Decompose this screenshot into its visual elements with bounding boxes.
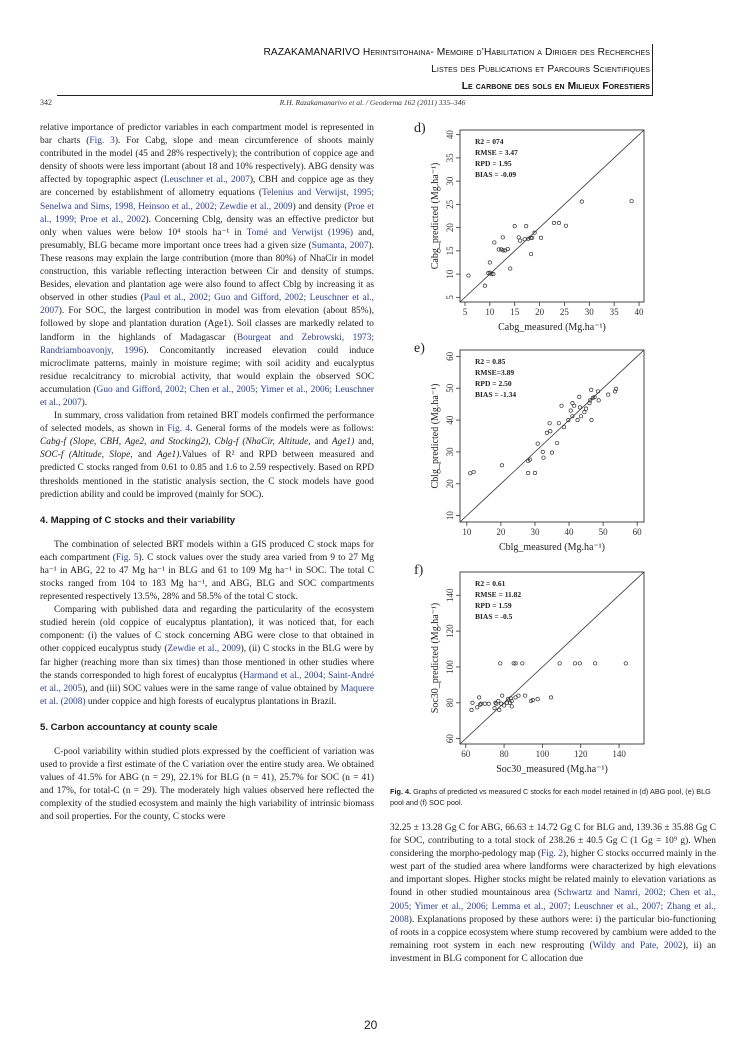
data-point bbox=[471, 701, 474, 704]
data-point bbox=[500, 694, 503, 697]
y-tick-label: 40 bbox=[445, 415, 455, 425]
x-tick-label: 60 bbox=[461, 749, 471, 759]
paragraph bbox=[390, 822, 716, 966]
text: ). For SOC, the largest contribution in model was from elevation (about 85%), followed by slope and plantation duration (Age1). Soil classes are markedly related to landform in the highlands of Madagascar ( bbox=[40, 306, 374, 343]
data-point bbox=[478, 703, 481, 706]
data-point bbox=[477, 696, 480, 699]
y-axis-label: Cblg_predicted (Mg.ha⁻¹) bbox=[430, 383, 441, 489]
reference-link[interactable]: Fig. 2 bbox=[541, 849, 563, 860]
data-point bbox=[502, 704, 505, 707]
thesis-header bbox=[263, 44, 650, 95]
stat-annotation: R2 = 0.85 bbox=[475, 357, 506, 366]
text: ). bbox=[81, 397, 88, 408]
data-point bbox=[500, 464, 503, 467]
scatter-plot-e bbox=[412, 338, 650, 556]
page-number: 20 bbox=[364, 1018, 378, 1032]
data-point bbox=[558, 662, 561, 665]
x-tick-label: 100 bbox=[535, 749, 550, 759]
y-tick-label: 25 bbox=[445, 199, 455, 209]
data-point bbox=[578, 662, 581, 665]
x-tick-label: 20 bbox=[496, 527, 506, 537]
reference-link[interactable]: Bourgeat and Zebrowski, 1973; Randriamboavonjy, 1996 bbox=[40, 332, 374, 356]
y-tick-label: 30 bbox=[445, 447, 455, 457]
stat-annotation: R2 = 074 bbox=[475, 137, 504, 146]
header-horizontal-rule bbox=[57, 95, 653, 96]
data-point bbox=[513, 225, 516, 228]
data-point bbox=[597, 399, 600, 402]
data-point bbox=[509, 267, 512, 270]
text: and, bbox=[354, 437, 374, 448]
reference-link[interactable]: Wildy and Pate, 2002 bbox=[592, 940, 683, 951]
figure-caption-text: Graphs of predicted vs measured C stocks for each model retained in (d) ABG pool, (e) BLG pool and (f) SOC pool. bbox=[390, 787, 711, 807]
stat-annotation: RPD = 1.59 bbox=[475, 601, 512, 610]
data-point bbox=[483, 702, 486, 705]
y-tick-label: 10 bbox=[445, 511, 455, 521]
data-point bbox=[469, 472, 472, 475]
header-vertical-rule bbox=[652, 44, 653, 96]
data-point bbox=[523, 694, 526, 697]
y-tick-label: 100 bbox=[445, 660, 455, 674]
x-tick-label: 40 bbox=[634, 307, 644, 317]
data-point bbox=[529, 252, 532, 255]
data-point bbox=[552, 221, 555, 224]
text: . General forms of the models were as follows: bbox=[190, 424, 374, 435]
text: Comparing with published data and regarding the particularity of the ecosystem studied herein (old coppice of eucalyptus plantation), it was noticed that, for each component: (i) the values of C stock concerning ABG were close to that obtained in other coppiced eucalyptus study ( bbox=[40, 605, 374, 655]
stat-annotation: BIAS = -0.5 bbox=[475, 612, 513, 621]
text: In summary, cross validation from retained BRT models confirmed the performance of selected models, as shown in bbox=[40, 411, 374, 435]
panel-label: e) bbox=[414, 341, 425, 356]
right-column bbox=[390, 822, 716, 966]
text: relative importance of predictor variables in each compartment model is represented in bar charts ( bbox=[40, 123, 374, 147]
x-tick-label: 15 bbox=[510, 307, 520, 317]
data-point bbox=[523, 238, 526, 241]
text: ). Explanations proposed by these authors were: i) the particular bio-functioning of roots in a coppice ecosystem where stump recovered by cambium were added to the remaining root system in each new resprouting ( bbox=[390, 914, 716, 951]
data-point bbox=[493, 706, 496, 709]
reference-link[interactable]: Sumanta, 2007 bbox=[311, 240, 369, 251]
y-tick-label: 10 bbox=[445, 269, 455, 279]
data-point bbox=[541, 450, 544, 453]
data-point bbox=[536, 698, 539, 701]
data-point bbox=[501, 236, 504, 239]
thesis-header-line1: RAZAKAMANARIVO Herintsitohaina- Memoire d’Habilitation a Diriger des Recherches bbox=[263, 47, 650, 58]
text: ). C stock values over the study area varied from 9 to 27 Mg ha⁻¹ in ABG, 22 to 47 Mg ha⁻¹ in BLG and 61 to 109 Mg ha⁻¹ in SOC. The total C stocks ranged from 104 to 183 Mg ha⁻¹, and ABG, BLG and SOC compartments represented respectively 13.5%, 28% and 58.5% of the total C stock. bbox=[40, 552, 374, 603]
text: Values of R² and RPD between measured and predicted C stocks ranged from 0.61 to 0.85 and 1.6 to 2.59 respectively. Based on RPD thresholds mentioned in the statistic analysis section, the C stock models have good prediction ability and could be improved (mainly for SOC). bbox=[40, 450, 374, 500]
text: ) and density ( bbox=[292, 201, 348, 212]
x-axis-label: Soc30_measured (Mg.ha⁻¹) bbox=[496, 764, 608, 775]
data-point bbox=[578, 395, 581, 398]
scatter-plot-d bbox=[412, 118, 650, 336]
y-tick-label: 20 bbox=[445, 223, 455, 233]
chart-panel-e bbox=[412, 338, 650, 556]
data-point bbox=[510, 705, 513, 708]
paragraph bbox=[40, 410, 374, 502]
reference-link[interactable]: Telenius and Verwijst, 1995; Senelwa and Sims, 1998, Heinsoo et al., 2002; Zewdie et al., 2009 bbox=[40, 188, 375, 212]
reference-link[interactable]: Zewdie et al., 2009 bbox=[167, 644, 241, 655]
data-point bbox=[557, 422, 560, 425]
x-tick-label: 60 bbox=[632, 527, 642, 537]
reference-link[interactable]: Guo and Gifford, 2002; Chen et al., 2005; Yimer et al., 2006; Leuschner et al., 2007 bbox=[40, 384, 374, 408]
x-tick-label: 10 bbox=[462, 527, 472, 537]
paragraph bbox=[40, 604, 374, 709]
text: ). For Cabg, slope and mean circumference of shoots mainly contributed in the model (45 and 28% respectively); the contribution of coppice age and density of shoots were less important (about 18 and 10% respectively). ABG density was affected by topographic aspect ( bbox=[40, 136, 374, 186]
data-point bbox=[584, 407, 587, 410]
data-point bbox=[499, 662, 502, 665]
y-tick-label: 120 bbox=[445, 624, 455, 638]
text: ), and (iii) SOC values were in the same range of value obtained by bbox=[82, 683, 341, 694]
stat-annotation: RPD = 1.95 bbox=[475, 159, 512, 168]
text: ). Concerning Cblg, density was an effective predictor but only when values were below 10⁴ stools ha⁻¹ in bbox=[40, 214, 374, 238]
y-tick-label: 80 bbox=[445, 698, 455, 708]
text: ). These reasons may explain the large contribution (more than 80%) of NhaCir in model construction, this variable reflecting interaction between Cir and density of stumps. Besides, elevation and plantation age were also found to affect Cblg by increasing it as observed in other studies ( bbox=[40, 240, 374, 304]
stat-annotation: BIAS = -1.34 bbox=[475, 390, 517, 399]
data-point bbox=[549, 696, 552, 699]
data-point bbox=[624, 662, 627, 665]
reference-link[interactable]: Proe et al., 1999; Proe et al., 2002 bbox=[40, 201, 374, 225]
data-point bbox=[518, 239, 521, 242]
text: 32.25 ± 13.28 Gg C for ABG, 66.63 ± 14.72 Gg C for BLG and, 139.36 ± 35.88 Gg C for SOC, contributing to a total stock of 238.26 ± 40.5 Gg C (1 Gg = 10⁹ g). When considering the morpho-pedology map ( bbox=[390, 823, 716, 860]
y-tick-label: 20 bbox=[445, 479, 455, 489]
paragraph bbox=[40, 746, 374, 825]
data-point bbox=[498, 708, 501, 711]
data-point bbox=[526, 471, 529, 474]
left-column bbox=[40, 122, 374, 825]
data-point bbox=[579, 415, 582, 418]
text: ), CBH and coppice age as they are concerned by establishment of allometry equations ( bbox=[40, 175, 374, 199]
journal-page-number: 342 bbox=[40, 98, 52, 107]
text: and bbox=[132, 450, 157, 461]
text: and bbox=[310, 437, 332, 448]
data-point bbox=[467, 274, 470, 277]
data-point bbox=[483, 284, 486, 287]
reference-link[interactable]: Paul et al., 2002; Guo and Gifford, 2002; Leuschner et al., 2007 bbox=[40, 293, 374, 317]
text: and, presumably, BLG became more important once trees had a given size ( bbox=[40, 227, 374, 251]
text: The combination of selected BRT models within a GIS produced C stock maps for each compartment ( bbox=[40, 539, 374, 563]
model-formula: SOC-f (Altitude, Slope, bbox=[40, 450, 133, 461]
y-tick-label: 60 bbox=[445, 734, 455, 744]
thesis-header-line2: Listes des Publications et Parcours Scientifiques bbox=[431, 64, 650, 75]
scatter-plot-f bbox=[412, 560, 650, 778]
y-axis-label: Cabg_predicted (Mg.ha⁻¹) bbox=[430, 162, 441, 270]
section-heading-5: 5. Carbon accountancy at county scale bbox=[40, 721, 218, 733]
reference-link[interactable]: Fig. 4 bbox=[167, 424, 191, 435]
stat-annotation: BIAS = -0.09 bbox=[475, 170, 517, 179]
data-point bbox=[524, 225, 527, 228]
panel-label: d) bbox=[414, 121, 426, 136]
y-tick-label: 140 bbox=[445, 588, 455, 603]
y-tick-label: 35 bbox=[445, 153, 455, 163]
data-point bbox=[517, 694, 520, 697]
stat-annotation: RMSE = 3.47 bbox=[475, 148, 518, 157]
text: ), ii) an investment in BLG component for C allocation due bbox=[390, 940, 716, 964]
data-point bbox=[560, 404, 563, 407]
model-formula: Age1). bbox=[156, 450, 182, 461]
x-tick-label: 80 bbox=[499, 749, 509, 759]
data-point bbox=[569, 409, 572, 412]
reference-link[interactable]: Leuschner et al., 2007 bbox=[163, 175, 250, 186]
data-point bbox=[576, 418, 579, 421]
model-formula: Age1) bbox=[331, 437, 355, 448]
y-axis-label: Soc30_predicted (Mg.ha⁻¹) bbox=[430, 602, 441, 714]
y-tick-label: 15 bbox=[445, 246, 455, 256]
y-tick-label: 30 bbox=[445, 176, 455, 186]
panel-label: f) bbox=[414, 563, 424, 578]
x-tick-label: 120 bbox=[574, 749, 588, 759]
reference-link[interactable]: Fig. 5 bbox=[115, 552, 139, 563]
stat-annotation: RMSE = 11.82 bbox=[475, 590, 522, 599]
data-point bbox=[562, 425, 565, 428]
data-point bbox=[521, 662, 524, 665]
x-tick-label: 40 bbox=[564, 527, 574, 537]
chart-panel-d bbox=[412, 118, 650, 336]
data-point bbox=[497, 699, 500, 702]
reference-link[interactable]: Fig. 3 bbox=[89, 136, 115, 147]
data-point bbox=[555, 441, 558, 444]
paragraph bbox=[40, 122, 374, 410]
text: ), (ii) C stocks in the BLG were by far higher (reaching more than six times) than those mentioned in other studies where the stands corresponded to high forest of eucalyptus ( bbox=[40, 644, 374, 681]
data-point bbox=[550, 451, 553, 454]
text: ). Concomitantly increased elevation could induce microclimate patterns, mainly in moisture regime; with soil acidity and eucalyptus residue recalcitrancy to microbial activity, that would explain the observed SOC accumulation ( bbox=[40, 345, 375, 395]
data-point bbox=[607, 393, 610, 396]
data-point bbox=[583, 410, 586, 413]
data-point bbox=[476, 706, 479, 709]
reference-link[interactable]: Maquere et al. (2008) bbox=[40, 683, 374, 707]
text: under coppice and high forests of eucalyptus plantations in Brazil. bbox=[85, 696, 337, 707]
data-point bbox=[487, 702, 490, 705]
reference-link[interactable]: Harmand et al., 2004; Saint-André et al., 2005 bbox=[40, 670, 375, 694]
data-point bbox=[580, 200, 583, 203]
y-tick-label: 60 bbox=[445, 351, 455, 361]
reference-link[interactable]: Schwartz and Namri, 2002; Chen et al., 2005; Yimer et al., 2006; Lemma et al., 2007; Leuschner et al., 2007; Zhang et al., 2008 bbox=[390, 888, 716, 925]
journal-citation: R.H. Razakamanarivo et al. / Geoderma 162 (2011) 335–346 bbox=[279, 98, 466, 107]
data-point bbox=[472, 470, 475, 473]
data-point bbox=[548, 422, 551, 425]
thesis-header-line3: Le carbone des sols en Milieux Forestiers bbox=[461, 81, 650, 92]
data-point bbox=[590, 418, 593, 421]
stat-annotation: R2 = 0.61 bbox=[475, 579, 506, 588]
y-tick-label: 50 bbox=[445, 383, 455, 393]
paragraph bbox=[40, 539, 374, 604]
data-point bbox=[573, 662, 576, 665]
x-tick-label: 30 bbox=[584, 307, 594, 317]
data-point bbox=[593, 662, 596, 665]
y-tick-label: 5 bbox=[445, 295, 455, 300]
model-formula: Cabg-f (Slope, CBH, Age2, and Stocking2), Cblg-f (NhaCir, Altitude, bbox=[40, 437, 311, 448]
x-axis-label: Cabg_measured (Mg.ha⁻¹) bbox=[498, 322, 606, 333]
x-tick-label: 35 bbox=[609, 307, 619, 317]
data-point bbox=[578, 406, 581, 409]
x-axis-label: Cblg_measured (Mg.ha⁻¹) bbox=[498, 542, 606, 553]
data-point bbox=[488, 261, 491, 264]
data-point bbox=[630, 199, 633, 202]
stat-annotation: RMSE=3.89 bbox=[475, 368, 515, 377]
data-point bbox=[536, 442, 539, 445]
text: C-pool variability within studied plots expressed by the coefficient of variation was used to provide a first estimate of the C variation over the entire study area. We obtained values of 41.5% for ABG (n = 29), 22.1% for BLG (n = 41), 25.7% for SOC (n = 41) and 17%, for total-C (n = 29). The moderately high values observed here reflected the complexity of the studied ecosystem and mainly the high variability of intrinsic biomass and soil properties. For the county, C stocks were bbox=[40, 746, 374, 823]
data-point bbox=[557, 221, 560, 224]
x-tick-label: 50 bbox=[598, 527, 608, 537]
figure-label: Fig. 4. bbox=[390, 787, 412, 796]
text: ), higher C stocks occurred mainly in the west part of the studied area where landforms were characterized by high elevations and important slopes. Higher stocks might be related mainly to elevation variations as found in other studied mountainous area ( bbox=[390, 849, 716, 899]
x-tick-label: 20 bbox=[535, 307, 545, 317]
chart-panel-f bbox=[412, 560, 650, 778]
data-point bbox=[589, 388, 592, 391]
data-point bbox=[572, 404, 575, 407]
stat-annotation: RPD = 2.50 bbox=[475, 379, 512, 388]
x-tick-label: 30 bbox=[530, 527, 540, 537]
x-tick-label: 5 bbox=[462, 307, 468, 317]
data-point bbox=[539, 236, 542, 239]
data-point bbox=[542, 456, 545, 459]
data-point bbox=[517, 236, 520, 239]
figure-caption bbox=[390, 787, 716, 808]
data-point bbox=[549, 430, 552, 433]
data-point bbox=[470, 708, 473, 711]
data-point bbox=[493, 241, 496, 244]
x-tick-label: 140 bbox=[612, 749, 626, 759]
data-point bbox=[479, 702, 482, 705]
x-tick-label: 25 bbox=[559, 307, 569, 317]
y-tick-label: 40 bbox=[445, 130, 455, 140]
reference-link[interactable]: Tomé and Verwijst (1996) bbox=[246, 227, 353, 238]
data-point bbox=[533, 471, 536, 474]
section-heading-4: 4. Mapping of C stocks and their variability bbox=[40, 514, 236, 526]
data-point bbox=[564, 224, 567, 227]
data-point bbox=[545, 431, 548, 434]
x-tick-label: 10 bbox=[485, 307, 495, 317]
